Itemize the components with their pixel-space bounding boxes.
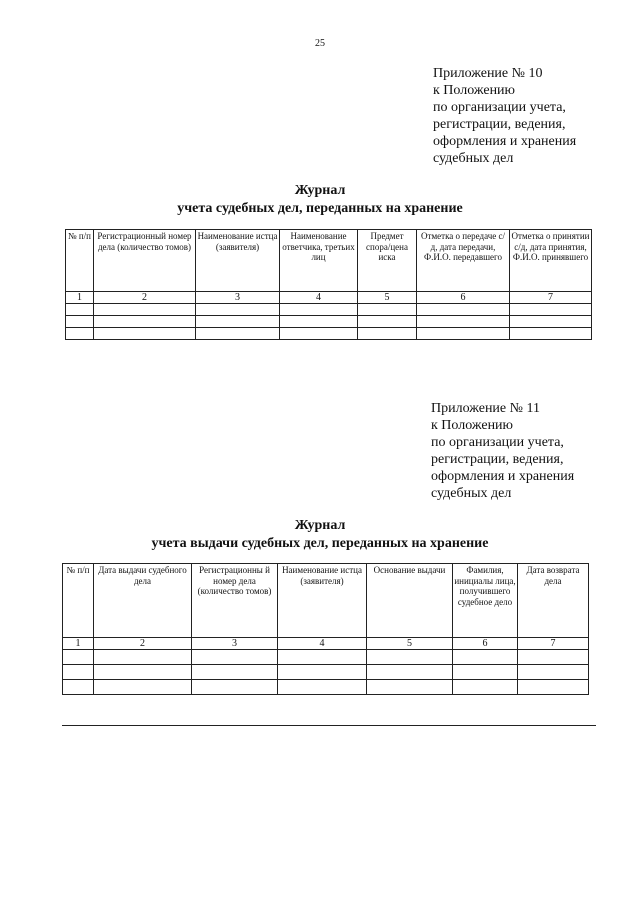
column-header: Дата возврата дела (518, 564, 589, 638)
appendix-line: судебных дел (431, 486, 512, 501)
column-number: 7 (510, 292, 592, 304)
appendix-line: Приложение № 10 (433, 66, 543, 81)
appendix-line: к Положению (431, 418, 514, 433)
appendix-line: регистрации, ведения, (431, 452, 564, 467)
appendix-line: по организации учета, (433, 100, 566, 115)
column-number: 1 (66, 292, 94, 304)
appendix-line: Приложение № 11 (431, 401, 540, 416)
table-row (63, 680, 589, 695)
appendix-line: судебных дел (433, 151, 514, 166)
column-header: Предмет спора/цена иска (358, 230, 417, 292)
column-header: Фамилия, инициалы лица, получившего судебное дело (453, 564, 518, 638)
column-header: Основание выдачи (367, 564, 453, 638)
column-header: Отметка о передаче с/д, дата передачи, Ф.И.О. передавшего (417, 230, 510, 292)
column-header: Регистрационны й номер дела (количество томов) (192, 564, 278, 638)
column-header: Наименование ответчика, третьих лиц (280, 230, 358, 292)
footer-divider (62, 725, 596, 726)
table-header-row (66, 230, 592, 292)
journal-subtitle: учета судебных дел, переданных на хранение (177, 201, 463, 216)
journal-subtitle: учета выдачи судебных дел, переданных на хранение (151, 536, 489, 551)
table-row (63, 650, 589, 665)
column-number: 2 (94, 638, 192, 650)
column-number: 5 (367, 638, 453, 650)
column-number: 4 (280, 292, 358, 304)
appendix-line: регистрации, ведения, (433, 117, 566, 132)
column-header: Наименование истца (заявителя) (278, 564, 367, 638)
column-number: 3 (192, 638, 278, 650)
issue-journal-table (62, 563, 589, 695)
journal-title: Журнал (294, 183, 346, 198)
column-number: 3 (196, 292, 280, 304)
column-number: 7 (518, 638, 589, 650)
table-row (66, 304, 592, 316)
column-header: Дата выдачи судебного дела (94, 564, 192, 638)
column-header: № п/п (63, 564, 94, 638)
storage-journal-table (65, 229, 592, 340)
column-number-row (66, 292, 592, 304)
column-number: 2 (94, 292, 196, 304)
column-number: 6 (453, 638, 518, 650)
appendix-line: к Положению (433, 83, 516, 98)
column-header: Регистрационный номер дела (количество томов) (94, 230, 196, 292)
appendix-line: по организации учета, (431, 435, 564, 450)
table-row (66, 316, 592, 328)
column-header: Отметка о принятии с/д, дата принятия, Ф.И.О. принявшего (510, 230, 592, 292)
table-row (63, 665, 589, 680)
column-number: 4 (278, 638, 367, 650)
column-number-row (63, 638, 589, 650)
column-header: № п/п (66, 230, 94, 292)
column-number: 5 (358, 292, 417, 304)
appendix-line: оформления и хранения (431, 469, 575, 484)
journal-title: Журнал (294, 518, 346, 533)
column-number: 1 (63, 638, 94, 650)
appendix-10-heading (433, 65, 576, 167)
appendix-11-heading (431, 400, 574, 502)
table-row (66, 328, 592, 340)
page-number: 25 (315, 38, 325, 49)
table-header-row (63, 564, 589, 638)
column-number: 6 (417, 292, 510, 304)
appendix-line: оформления и хранения (433, 134, 577, 149)
column-header: Наименование истца (заявителя) (196, 230, 280, 292)
